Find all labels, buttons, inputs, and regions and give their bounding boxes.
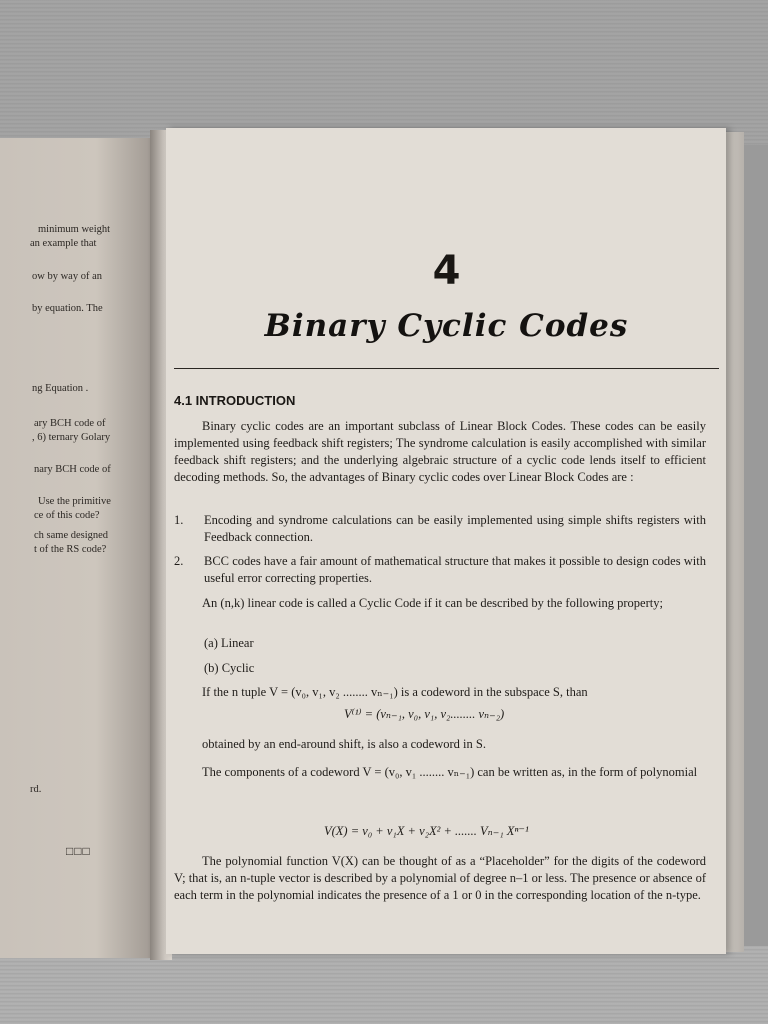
left-page-line: ng Equation . [32,383,89,394]
left-page-line: , 6) ternary Golary [32,432,111,443]
cyclic-definition: An (n,k) linear code is called a Cyclic Code if it can be described by the following property; [202,596,663,610]
list-item [174,553,706,587]
left-page-line: ow by way of an [32,271,102,282]
end-of-chapter-mark: □□□ [66,844,91,858]
left-page-line: ary BCH code of [34,418,106,429]
right-page [166,128,726,954]
tuple-statement: If the n tuple V = (v₀, v₁, v₂ ........ vₙ₋₁) is a codeword in the subspace S, than [202,685,588,699]
shift-description: obtained by an end-around shift, is also a codeword in S. [202,737,486,751]
left-page-line: an example that [30,238,97,249]
list-item [174,512,706,546]
left-page-line: by equation. The [32,303,103,314]
chapter-title: Binary Cyclic Codes [264,308,629,344]
list-item-number: 2. [174,554,184,568]
left-page-line: ce of this code? [34,510,100,521]
left-page-line: ch same designed [34,530,109,541]
intro-paragraph: Binary cyclic codes are an important subclass of Linear Block Codes. These codes can be easily implemented using feedback shift registers; The syndrome calculation is easily accomplished with similar feedback shift registers; and the underlying algebraic structure of a cyclic code lends itself to efficient decoding methods. So, the advantages of Binary cyclic codes over Linear Block Codes are : [174,419,706,484]
section-heading: 4.1 INTRODUCTION [174,393,296,408]
property-item: (b) Cyclic [204,661,255,675]
components-paragraph: The components of a codeword V = (v₀, v₁ ........ vₙ₋₁) can be written as, in the form of polynomial [202,765,698,779]
chapter-number: 4 [432,248,461,294]
closing-paragraph: The polynomial function V(X) can be thought of as a “Placeholder” for the digits of the codeword V; that is, an n-tuple vector is described by a polynomial of degree n–1 or less. The presence or absence of each term in the polynomial indicates the presence of a 1 or 0 in the corresponding location of the n-type. [174,854,707,902]
page-edge [724,132,744,952]
left-page-line: Use the primitive [38,496,111,507]
scanner-background-top [0,0,768,145]
left-page [0,138,160,958]
property-item: (a) Linear [204,636,254,650]
left-page-line: rd. [30,784,42,795]
left-page-line: t of the RS code? [34,544,107,555]
left-page-line: nary BCH code of [34,464,111,475]
list-item-text: BCC codes have a fair amount of mathematical structure that makes it possible to design codes with useful error correcting properties. [204,554,706,585]
list-item-number: 1. [174,513,184,527]
left-page-line: minimum weight [38,224,111,235]
polynomial-formula: V(X) = v₀ + v₁X + v₂X² + ....... Vₙ₋₁ Xⁿ⁻¹ [324,824,529,838]
title-divider [174,368,719,369]
cyclic-shift-formula: V⁽¹⁾ = (vₙ₋₁, v₀, v₁, v₂........ vₙ₋₂) [344,707,505,721]
list-item-text: Encoding and syndrome calculations can be easily implemented using simple shifts registers with Feedback connection. [204,513,706,544]
